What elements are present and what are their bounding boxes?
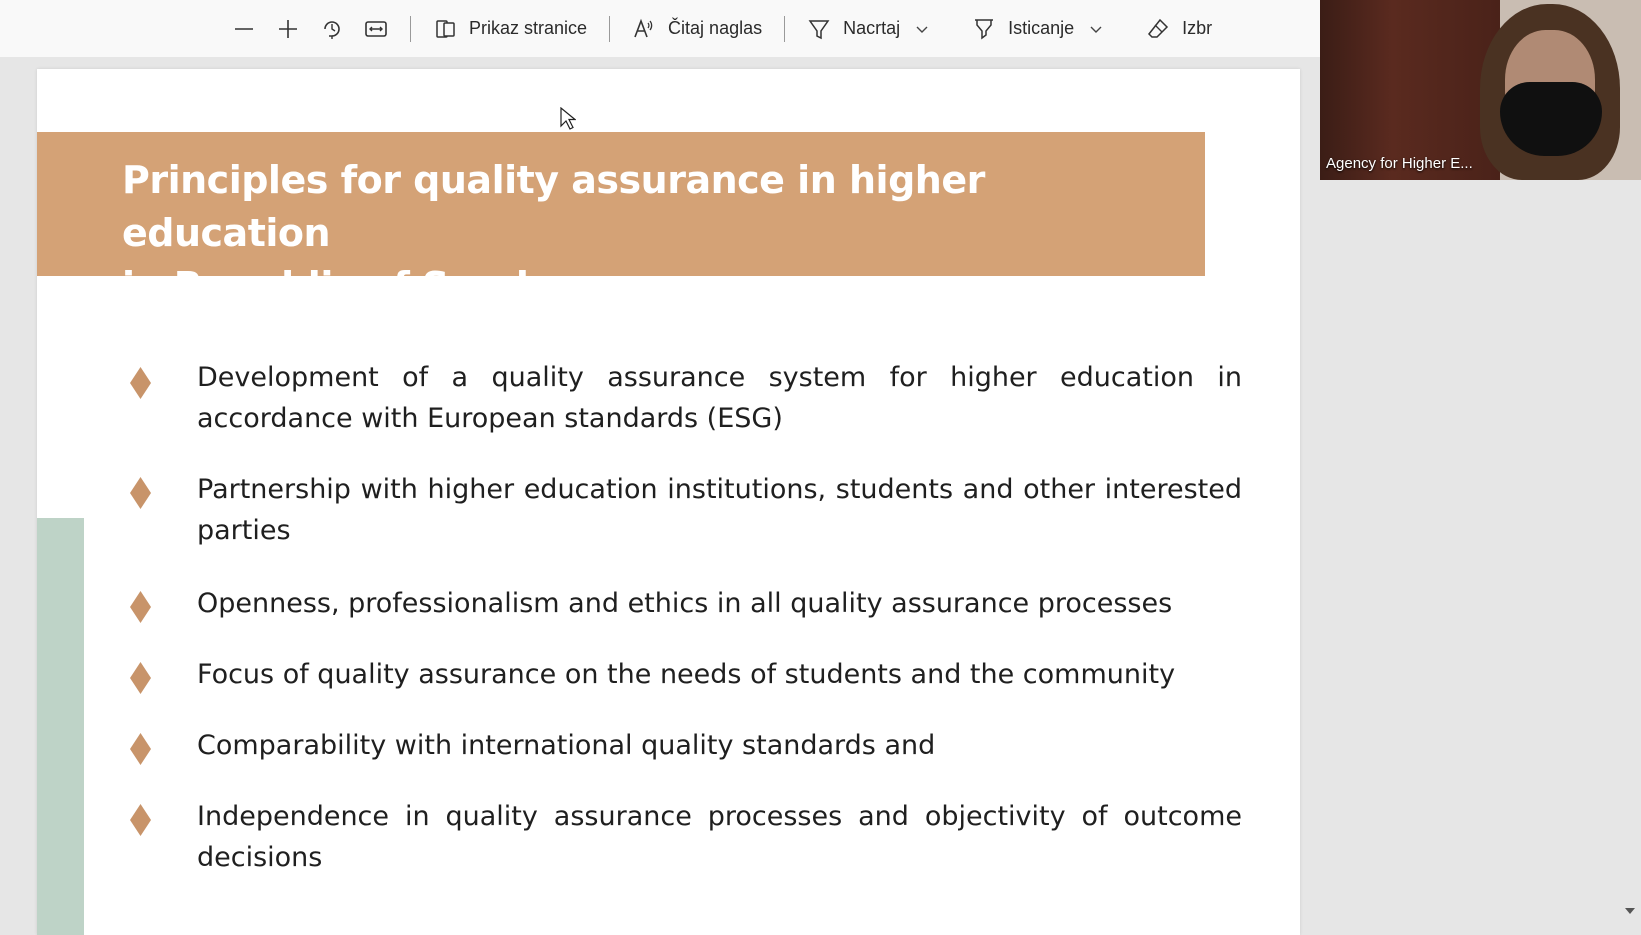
diamond-bullet-icon: [130, 804, 151, 836]
plus-icon: [276, 17, 300, 41]
zoom-in-button[interactable]: [266, 9, 310, 49]
read-aloud-icon: [632, 17, 656, 41]
mouse-cursor-icon: [560, 107, 576, 131]
pdf-toolbar: [0, 0, 1320, 58]
diamond-bullet-icon: [130, 591, 151, 623]
toolbar-separator: [609, 16, 610, 42]
rotate-button[interactable]: [310, 9, 354, 49]
bullet-text: Independence in quality assurance processes and objectivity of outcome decisions: [197, 801, 1242, 873]
draw-button[interactable]: [797, 9, 940, 49]
rotate-icon: [320, 17, 344, 41]
fit-width-button[interactable]: [354, 9, 398, 49]
diamond-bullet-icon: [130, 733, 151, 765]
draw-label: Nacrtaj: [843, 18, 901, 38]
document-viewer[interactable]: [0, 57, 1641, 923]
slide-title-line-1: Principles for quality assurance in higher education: [122, 158, 985, 255]
participant-name: Agency for Higher E...: [1326, 155, 1473, 172]
bullet-text: Comparability with international quality standards and: [197, 730, 936, 761]
bullet-text: Development of a quality assurance system for higher education in accordance with European standards (ESG): [197, 362, 1242, 434]
minus-icon: [232, 17, 256, 41]
diamond-bullet-icon: [130, 367, 151, 399]
diamond-bullet-icon: [130, 477, 151, 509]
erase-label: Izbr: [1182, 18, 1213, 38]
draw-pen-icon: [807, 17, 831, 41]
toolbar-separator: [410, 16, 411, 42]
bullet-text: Partnership with higher education institutions, students and other interested parties: [197, 474, 1242, 546]
fit-width-icon: [364, 17, 388, 41]
participant-video-tile[interactable]: [1320, 0, 1641, 180]
scroll-down-arrow-icon[interactable]: [1623, 904, 1637, 916]
pdf-page: [37, 69, 1300, 935]
highlight-label: Isticanje: [1008, 18, 1075, 38]
toolbar-separator: [784, 16, 785, 42]
highlight-button[interactable]: [962, 9, 1114, 49]
diamond-bullet-icon: [130, 662, 151, 694]
participant-mask: [1500, 82, 1602, 156]
page-view-icon: [433, 17, 457, 41]
scrollbar-track[interactable]: [1624, 180, 1641, 923]
page-view-label: Prikaz stranice: [469, 18, 588, 38]
slide-title-line-2: in Republic of Srpska: [122, 264, 566, 308]
page-view-button[interactable]: [423, 9, 597, 49]
erase-button[interactable]: [1136, 9, 1222, 49]
read-aloud-button[interactable]: [622, 9, 772, 49]
chevron-down-icon[interactable]: [1088, 21, 1104, 37]
chevron-down-icon[interactable]: [914, 21, 930, 37]
read-aloud-label: Čitaj naglas: [668, 18, 763, 38]
zoom-out-button[interactable]: [222, 9, 266, 49]
bullet-text: Openness, professionalism and ethics in all quality assurance processes: [197, 588, 1173, 619]
slide-title: [122, 154, 1182, 313]
video-background-door: [1320, 0, 1500, 180]
eraser-icon: [1146, 17, 1170, 41]
decorative-side-bar: [37, 518, 84, 935]
bullet-text: Focus of quality assurance on the needs of students and the community: [197, 659, 1176, 690]
highlighter-icon: [972, 17, 996, 41]
slide-title-band: [37, 132, 1205, 308]
